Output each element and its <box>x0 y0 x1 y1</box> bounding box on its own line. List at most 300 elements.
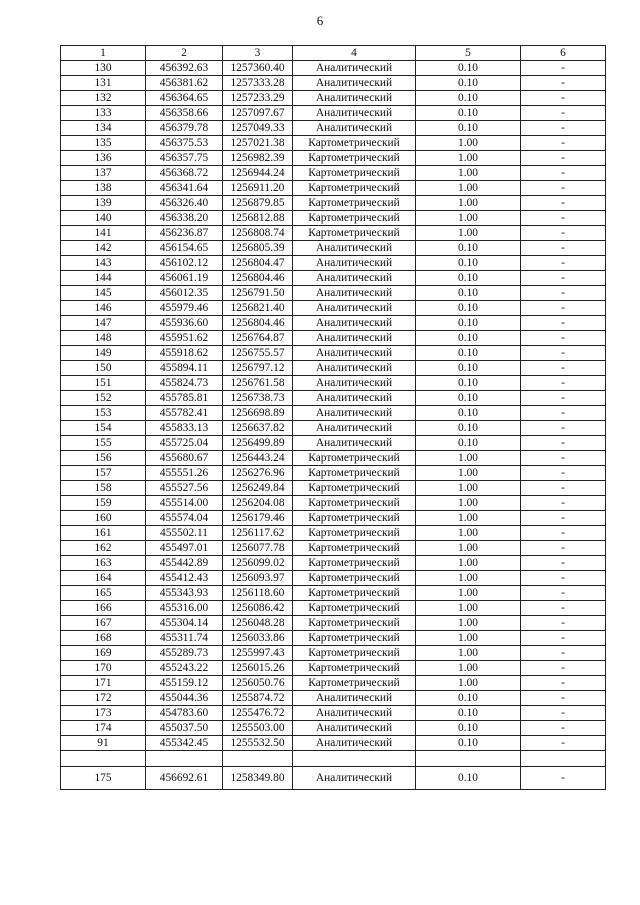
cell-note: - <box>521 76 606 91</box>
table-row <box>61 706 606 721</box>
cell-y-coordinate: 1256637.82 <box>223 421 293 436</box>
cell-point-number: 175 <box>61 767 146 790</box>
cell-method: Аналитический <box>293 76 416 91</box>
cell-point-number: 146 <box>61 301 146 316</box>
cell-x-coordinate: 456338.20 <box>146 211 223 226</box>
cell-x-coordinate: 456692.61 <box>146 767 223 790</box>
cell-y-coordinate: 1257049.33 <box>223 121 293 136</box>
cell-y-coordinate: 1256982.39 <box>223 151 293 166</box>
table-row <box>61 91 606 106</box>
cell-accuracy: 1.00 <box>416 466 521 481</box>
cell-method <box>293 751 416 767</box>
table-row <box>61 391 606 406</box>
cell-note: - <box>521 241 606 256</box>
cell-accuracy: 1.00 <box>416 511 521 526</box>
cell-x-coordinate: 456357.75 <box>146 151 223 166</box>
cell-point-number: 149 <box>61 346 146 361</box>
cell-note: - <box>521 151 606 166</box>
cell-x-coordinate: 455527.56 <box>146 481 223 496</box>
cell-y-coordinate: 1256764.87 <box>223 331 293 346</box>
cell-point-number: 174 <box>61 721 146 736</box>
table-row <box>61 601 606 616</box>
cell-accuracy: 0.10 <box>416 706 521 721</box>
cell-point-number: 130 <box>61 61 146 76</box>
cell-note: - <box>521 706 606 721</box>
cell-x-coordinate: 455316.00 <box>146 601 223 616</box>
cell-x-coordinate: 456154.65 <box>146 241 223 256</box>
table-row <box>61 181 606 196</box>
cell-point-number: 132 <box>61 91 146 106</box>
cell-point-number: 156 <box>61 451 146 466</box>
table-row <box>61 631 606 646</box>
cell-accuracy: 0.10 <box>416 286 521 301</box>
cell-note: - <box>521 391 606 406</box>
cell-x-coordinate: 455497.01 <box>146 541 223 556</box>
cell-point-number: 131 <box>61 76 146 91</box>
cell-x-coordinate: 455304.14 <box>146 616 223 631</box>
table-row <box>61 301 606 316</box>
cell-x-coordinate: 455442.89 <box>146 556 223 571</box>
cell-point-number: 164 <box>61 571 146 586</box>
cell-note: - <box>521 736 606 751</box>
cell-note: - <box>521 181 606 196</box>
cell-method: Аналитический <box>293 316 416 331</box>
cell-method: Картометрический <box>293 661 416 676</box>
cell-accuracy: 1.00 <box>416 496 521 511</box>
cell-accuracy: 1.00 <box>416 526 521 541</box>
cell-accuracy: 1.00 <box>416 541 521 556</box>
table-row <box>61 541 606 556</box>
cell-accuracy: 0.10 <box>416 736 521 751</box>
cell-y-coordinate: 1256015.26 <box>223 661 293 676</box>
cell-y-coordinate: 1255476.72 <box>223 706 293 721</box>
cell-accuracy: 0.10 <box>416 241 521 256</box>
cell-note: - <box>521 166 606 181</box>
cell-accuracy: 0.10 <box>416 256 521 271</box>
cell-x-coordinate: 455574.04 <box>146 511 223 526</box>
cell-x-coordinate: 456341.64 <box>146 181 223 196</box>
cell-method: Аналитический <box>293 736 416 751</box>
cell-method: Аналитический <box>293 241 416 256</box>
cell-method: Картометрический <box>293 226 416 241</box>
cell-accuracy: 0.10 <box>416 271 521 286</box>
cell-note: - <box>521 601 606 616</box>
cell-x-coordinate: 455824.73 <box>146 376 223 391</box>
cell-y-coordinate: 1256879.85 <box>223 196 293 211</box>
table-row <box>61 361 606 376</box>
cell-x-coordinate: 455037.50 <box>146 721 223 736</box>
cell-method: Аналитический <box>293 301 416 316</box>
table-row <box>61 616 606 631</box>
cell-method: Аналитический <box>293 61 416 76</box>
cell-accuracy: 0.10 <box>416 421 521 436</box>
cell-x-coordinate: 455311.74 <box>146 631 223 646</box>
cell-point-number: 133 <box>61 106 146 121</box>
table-row <box>61 751 606 767</box>
cell-x-coordinate: 456375.53 <box>146 136 223 151</box>
table-row <box>61 691 606 706</box>
cell-point-number: 139 <box>61 196 146 211</box>
cell-note: - <box>521 586 606 601</box>
cell-y-coordinate: 1256276.96 <box>223 466 293 481</box>
column-header: 3 <box>223 46 293 61</box>
cell-x-coordinate: 455514.00 <box>146 496 223 511</box>
cell-x-coordinate: 456061.19 <box>146 271 223 286</box>
table-row <box>61 61 606 76</box>
column-header: 2 <box>146 46 223 61</box>
cell-point-number: 166 <box>61 601 146 616</box>
cell-point-number: 150 <box>61 361 146 376</box>
cell-accuracy: 1.00 <box>416 676 521 691</box>
cell-method: Аналитический <box>293 691 416 706</box>
cell-accuracy: 1.00 <box>416 196 521 211</box>
cell-accuracy: 0.10 <box>416 331 521 346</box>
table-row <box>61 571 606 586</box>
column-header: 1 <box>61 46 146 61</box>
cell-y-coordinate: 1256944.24 <box>223 166 293 181</box>
cell-y-coordinate: 1256033.86 <box>223 631 293 646</box>
cell-y-coordinate: 1256249.84 <box>223 481 293 496</box>
cell-point-number: 161 <box>61 526 146 541</box>
cell-accuracy: 1.00 <box>416 661 521 676</box>
cell-note: - <box>521 691 606 706</box>
table-row <box>61 271 606 286</box>
table-row <box>61 481 606 496</box>
cell-method: Картометрический <box>293 151 416 166</box>
cell-point-number: 172 <box>61 691 146 706</box>
table-body <box>61 61 606 790</box>
cell-y-coordinate: 1256812.88 <box>223 211 293 226</box>
cell-y-coordinate: 1255503.00 <box>223 721 293 736</box>
cell-point-number <box>61 751 146 767</box>
cell-x-coordinate: 455680.67 <box>146 451 223 466</box>
cell-x-coordinate <box>146 751 223 767</box>
cell-point-number: 138 <box>61 181 146 196</box>
cell-note: - <box>521 511 606 526</box>
cell-note: - <box>521 271 606 286</box>
cell-method: Картометрический <box>293 541 416 556</box>
cell-method: Картометрический <box>293 586 416 601</box>
cell-y-coordinate: 1256698.89 <box>223 406 293 421</box>
cell-note: - <box>521 451 606 466</box>
cell-point-number: 157 <box>61 466 146 481</box>
cell-x-coordinate: 455044.36 <box>146 691 223 706</box>
table-header-row <box>61 46 606 61</box>
cell-point-number: 155 <box>61 436 146 451</box>
cell-x-coordinate: 455342.45 <box>146 736 223 751</box>
table-row <box>61 286 606 301</box>
column-header: 6 <box>521 46 606 61</box>
cell-accuracy: 1.00 <box>416 481 521 496</box>
cell-method: Аналитический <box>293 91 416 106</box>
table-row <box>61 376 606 391</box>
cell-method: Картометрический <box>293 616 416 631</box>
cell-method: Аналитический <box>293 767 416 790</box>
cell-method: Аналитический <box>293 706 416 721</box>
cell-x-coordinate: 456379.78 <box>146 121 223 136</box>
cell-note: - <box>521 361 606 376</box>
cell-accuracy: 1.00 <box>416 166 521 181</box>
table-row <box>61 511 606 526</box>
cell-note: - <box>521 61 606 76</box>
table-row <box>61 166 606 181</box>
cell-point-number: 143 <box>61 256 146 271</box>
cell-accuracy: 1.00 <box>416 586 521 601</box>
cell-y-coordinate: 1256804.46 <box>223 316 293 331</box>
table-row <box>61 256 606 271</box>
cell-method: Картометрический <box>293 196 416 211</box>
cell-method: Картометрический <box>293 481 416 496</box>
cell-y-coordinate: 1257021.38 <box>223 136 293 151</box>
cell-point-number: 147 <box>61 316 146 331</box>
table-row <box>61 436 606 451</box>
cell-accuracy: 1.00 <box>416 616 521 631</box>
cell-point-number: 140 <box>61 211 146 226</box>
cell-y-coordinate: 1256179.46 <box>223 511 293 526</box>
cell-note: - <box>521 661 606 676</box>
table-row <box>61 736 606 751</box>
cell-x-coordinate: 455725.04 <box>146 436 223 451</box>
table-row <box>61 646 606 661</box>
cell-accuracy: 0.10 <box>416 76 521 91</box>
cell-accuracy: 1.00 <box>416 646 521 661</box>
cell-point-number: 91 <box>61 736 146 751</box>
cell-accuracy: 1.00 <box>416 556 521 571</box>
cell-note: - <box>521 106 606 121</box>
cell-x-coordinate: 455833.13 <box>146 421 223 436</box>
cell-y-coordinate: 1256077.78 <box>223 541 293 556</box>
cell-y-coordinate: 1257333.28 <box>223 76 293 91</box>
cell-note: - <box>521 331 606 346</box>
cell-accuracy: 1.00 <box>416 601 521 616</box>
cell-note: - <box>521 571 606 586</box>
cell-note: - <box>521 211 606 226</box>
cell-x-coordinate: 455343.93 <box>146 586 223 601</box>
cell-y-coordinate: 1256804.47 <box>223 256 293 271</box>
table-row <box>61 556 606 571</box>
cell-accuracy: 0.10 <box>416 721 521 736</box>
cell-method: Картометрический <box>293 136 416 151</box>
table-row <box>61 151 606 166</box>
cell-accuracy: 1.00 <box>416 181 521 196</box>
cell-method: Картометрический <box>293 451 416 466</box>
column-header: 4 <box>293 46 416 61</box>
cell-y-coordinate: 1256804.46 <box>223 271 293 286</box>
cell-x-coordinate: 455951.62 <box>146 331 223 346</box>
cell-y-coordinate: 1256050.76 <box>223 676 293 691</box>
cell-accuracy: 0.10 <box>416 691 521 706</box>
cell-method: Аналитический <box>293 436 416 451</box>
cell-y-coordinate: 1256761.58 <box>223 376 293 391</box>
table-row <box>61 661 606 676</box>
cell-note: - <box>521 406 606 421</box>
cell-x-coordinate: 456358.66 <box>146 106 223 121</box>
cell-accuracy: 0.10 <box>416 406 521 421</box>
table-row <box>61 676 606 691</box>
table-row <box>61 586 606 601</box>
cell-method: Картометрический <box>293 646 416 661</box>
cell-note: - <box>521 481 606 496</box>
cell-x-coordinate: 455894.11 <box>146 361 223 376</box>
table-row <box>61 211 606 226</box>
cell-method: Картометрический <box>293 496 416 511</box>
cell-y-coordinate: 1255997.43 <box>223 646 293 661</box>
cell-accuracy <box>416 751 521 767</box>
cell-method: Аналитический <box>293 331 416 346</box>
cell-accuracy: 0.10 <box>416 301 521 316</box>
cell-x-coordinate: 456381.62 <box>146 76 223 91</box>
cell-accuracy: 0.10 <box>416 346 521 361</box>
cell-accuracy: 1.00 <box>416 211 521 226</box>
cell-x-coordinate: 455918.62 <box>146 346 223 361</box>
cell-y-coordinate: 1256048.28 <box>223 616 293 631</box>
cell-accuracy: 1.00 <box>416 631 521 646</box>
cell-y-coordinate: 1256204.08 <box>223 496 293 511</box>
cell-method: Картометрический <box>293 556 416 571</box>
cell-point-number: 142 <box>61 241 146 256</box>
cell-method: Аналитический <box>293 406 416 421</box>
cell-y-coordinate: 1256805.39 <box>223 241 293 256</box>
cell-y-coordinate: 1256797.12 <box>223 361 293 376</box>
cell-note: - <box>521 541 606 556</box>
cell-accuracy: 1.00 <box>416 226 521 241</box>
table-row <box>61 466 606 481</box>
table-row <box>61 76 606 91</box>
cell-x-coordinate: 455412.43 <box>146 571 223 586</box>
cell-y-coordinate: 1256821.40 <box>223 301 293 316</box>
cell-method: Аналитический <box>293 286 416 301</box>
cell-y-coordinate: 1257097.67 <box>223 106 293 121</box>
cell-accuracy: 1.00 <box>416 571 521 586</box>
cell-y-coordinate: 1257233.29 <box>223 91 293 106</box>
cell-method: Картометрический <box>293 211 416 226</box>
cell-y-coordinate: 1256755.57 <box>223 346 293 361</box>
cell-method: Картометрический <box>293 466 416 481</box>
table-row <box>61 241 606 256</box>
cell-method: Картометрический <box>293 601 416 616</box>
cell-x-coordinate: 456012.35 <box>146 286 223 301</box>
cell-method: Аналитический <box>293 721 416 736</box>
cell-y-coordinate: 1256791.50 <box>223 286 293 301</box>
cell-y-coordinate: 1257360.40 <box>223 61 293 76</box>
cell-accuracy: 0.10 <box>416 61 521 76</box>
cell-point-number: 136 <box>61 151 146 166</box>
cell-note: - <box>521 286 606 301</box>
cell-x-coordinate: 456102.12 <box>146 256 223 271</box>
cell-note: - <box>521 616 606 631</box>
cell-note: - <box>521 676 606 691</box>
cell-point-number: 135 <box>61 136 146 151</box>
cell-point-number: 170 <box>61 661 146 676</box>
cell-x-coordinate: 456392.63 <box>146 61 223 76</box>
cell-point-number: 165 <box>61 586 146 601</box>
cell-point-number: 154 <box>61 421 146 436</box>
cell-y-coordinate: 1256443.24 <box>223 451 293 466</box>
cell-x-coordinate: 455785.81 <box>146 391 223 406</box>
cell-x-coordinate: 455936.60 <box>146 316 223 331</box>
cell-point-number: 158 <box>61 481 146 496</box>
cell-method: Картометрический <box>293 571 416 586</box>
cell-y-coordinate: 1258349.80 <box>223 767 293 790</box>
cell-note: - <box>521 466 606 481</box>
cell-point-number: 144 <box>61 271 146 286</box>
cell-method: Аналитический <box>293 361 416 376</box>
cell-x-coordinate: 456326.40 <box>146 196 223 211</box>
cell-point-number: 173 <box>61 706 146 721</box>
cell-y-coordinate: 1256738.73 <box>223 391 293 406</box>
table-row <box>61 451 606 466</box>
cell-y-coordinate: 1255532.50 <box>223 736 293 751</box>
cell-y-coordinate: 1256911.20 <box>223 181 293 196</box>
table-row <box>61 196 606 211</box>
cell-x-coordinate: 455289.73 <box>146 646 223 661</box>
cell-point-number: 162 <box>61 541 146 556</box>
coordinates-table <box>60 45 606 790</box>
cell-x-coordinate: 455782.41 <box>146 406 223 421</box>
cell-method: Аналитический <box>293 391 416 406</box>
cell-method: Картометрический <box>293 511 416 526</box>
cell-point-number: 152 <box>61 391 146 406</box>
table-row <box>61 767 606 790</box>
cell-x-coordinate: 454783.60 <box>146 706 223 721</box>
cell-method: Аналитический <box>293 256 416 271</box>
column-header: 5 <box>416 46 521 61</box>
cell-point-number: 134 <box>61 121 146 136</box>
page-number: 6 <box>316 13 324 28</box>
cell-note: - <box>521 316 606 331</box>
cell-accuracy: 0.10 <box>416 106 521 121</box>
cell-point-number: 171 <box>61 676 146 691</box>
cell-x-coordinate: 455502.11 <box>146 526 223 541</box>
cell-note: - <box>521 346 606 361</box>
table-row <box>61 526 606 541</box>
cell-note: - <box>521 436 606 451</box>
cell-method: Аналитический <box>293 376 416 391</box>
cell-point-number: 141 <box>61 226 146 241</box>
cell-note: - <box>521 496 606 511</box>
cell-y-coordinate <box>223 751 293 767</box>
cell-x-coordinate: 456368.72 <box>146 166 223 181</box>
cell-note: - <box>521 556 606 571</box>
cell-note: - <box>521 136 606 151</box>
cell-method: Картометрический <box>293 526 416 541</box>
cell-x-coordinate: 455159.12 <box>146 676 223 691</box>
cell-point-number: 168 <box>61 631 146 646</box>
cell-method: Картометрический <box>293 181 416 196</box>
cell-note: - <box>521 767 606 790</box>
cell-x-coordinate: 455551.26 <box>146 466 223 481</box>
cell-note: - <box>521 646 606 661</box>
table-row <box>61 121 606 136</box>
cell-note: - <box>521 226 606 241</box>
cell-note: - <box>521 376 606 391</box>
cell-accuracy: 1.00 <box>416 136 521 151</box>
cell-method: Аналитический <box>293 271 416 286</box>
cell-y-coordinate: 1256099.02 <box>223 556 293 571</box>
cell-note: - <box>521 526 606 541</box>
cell-point-number: 167 <box>61 616 146 631</box>
table-row <box>61 721 606 736</box>
table-row <box>61 496 606 511</box>
cell-y-coordinate: 1256118.60 <box>223 586 293 601</box>
cell-point-number: 160 <box>61 511 146 526</box>
cell-y-coordinate: 1256499.89 <box>223 436 293 451</box>
table-row <box>61 316 606 331</box>
table-row <box>61 136 606 151</box>
cell-accuracy: 1.00 <box>416 151 521 166</box>
cell-note <box>521 751 606 767</box>
cell-y-coordinate: 1255874.72 <box>223 691 293 706</box>
